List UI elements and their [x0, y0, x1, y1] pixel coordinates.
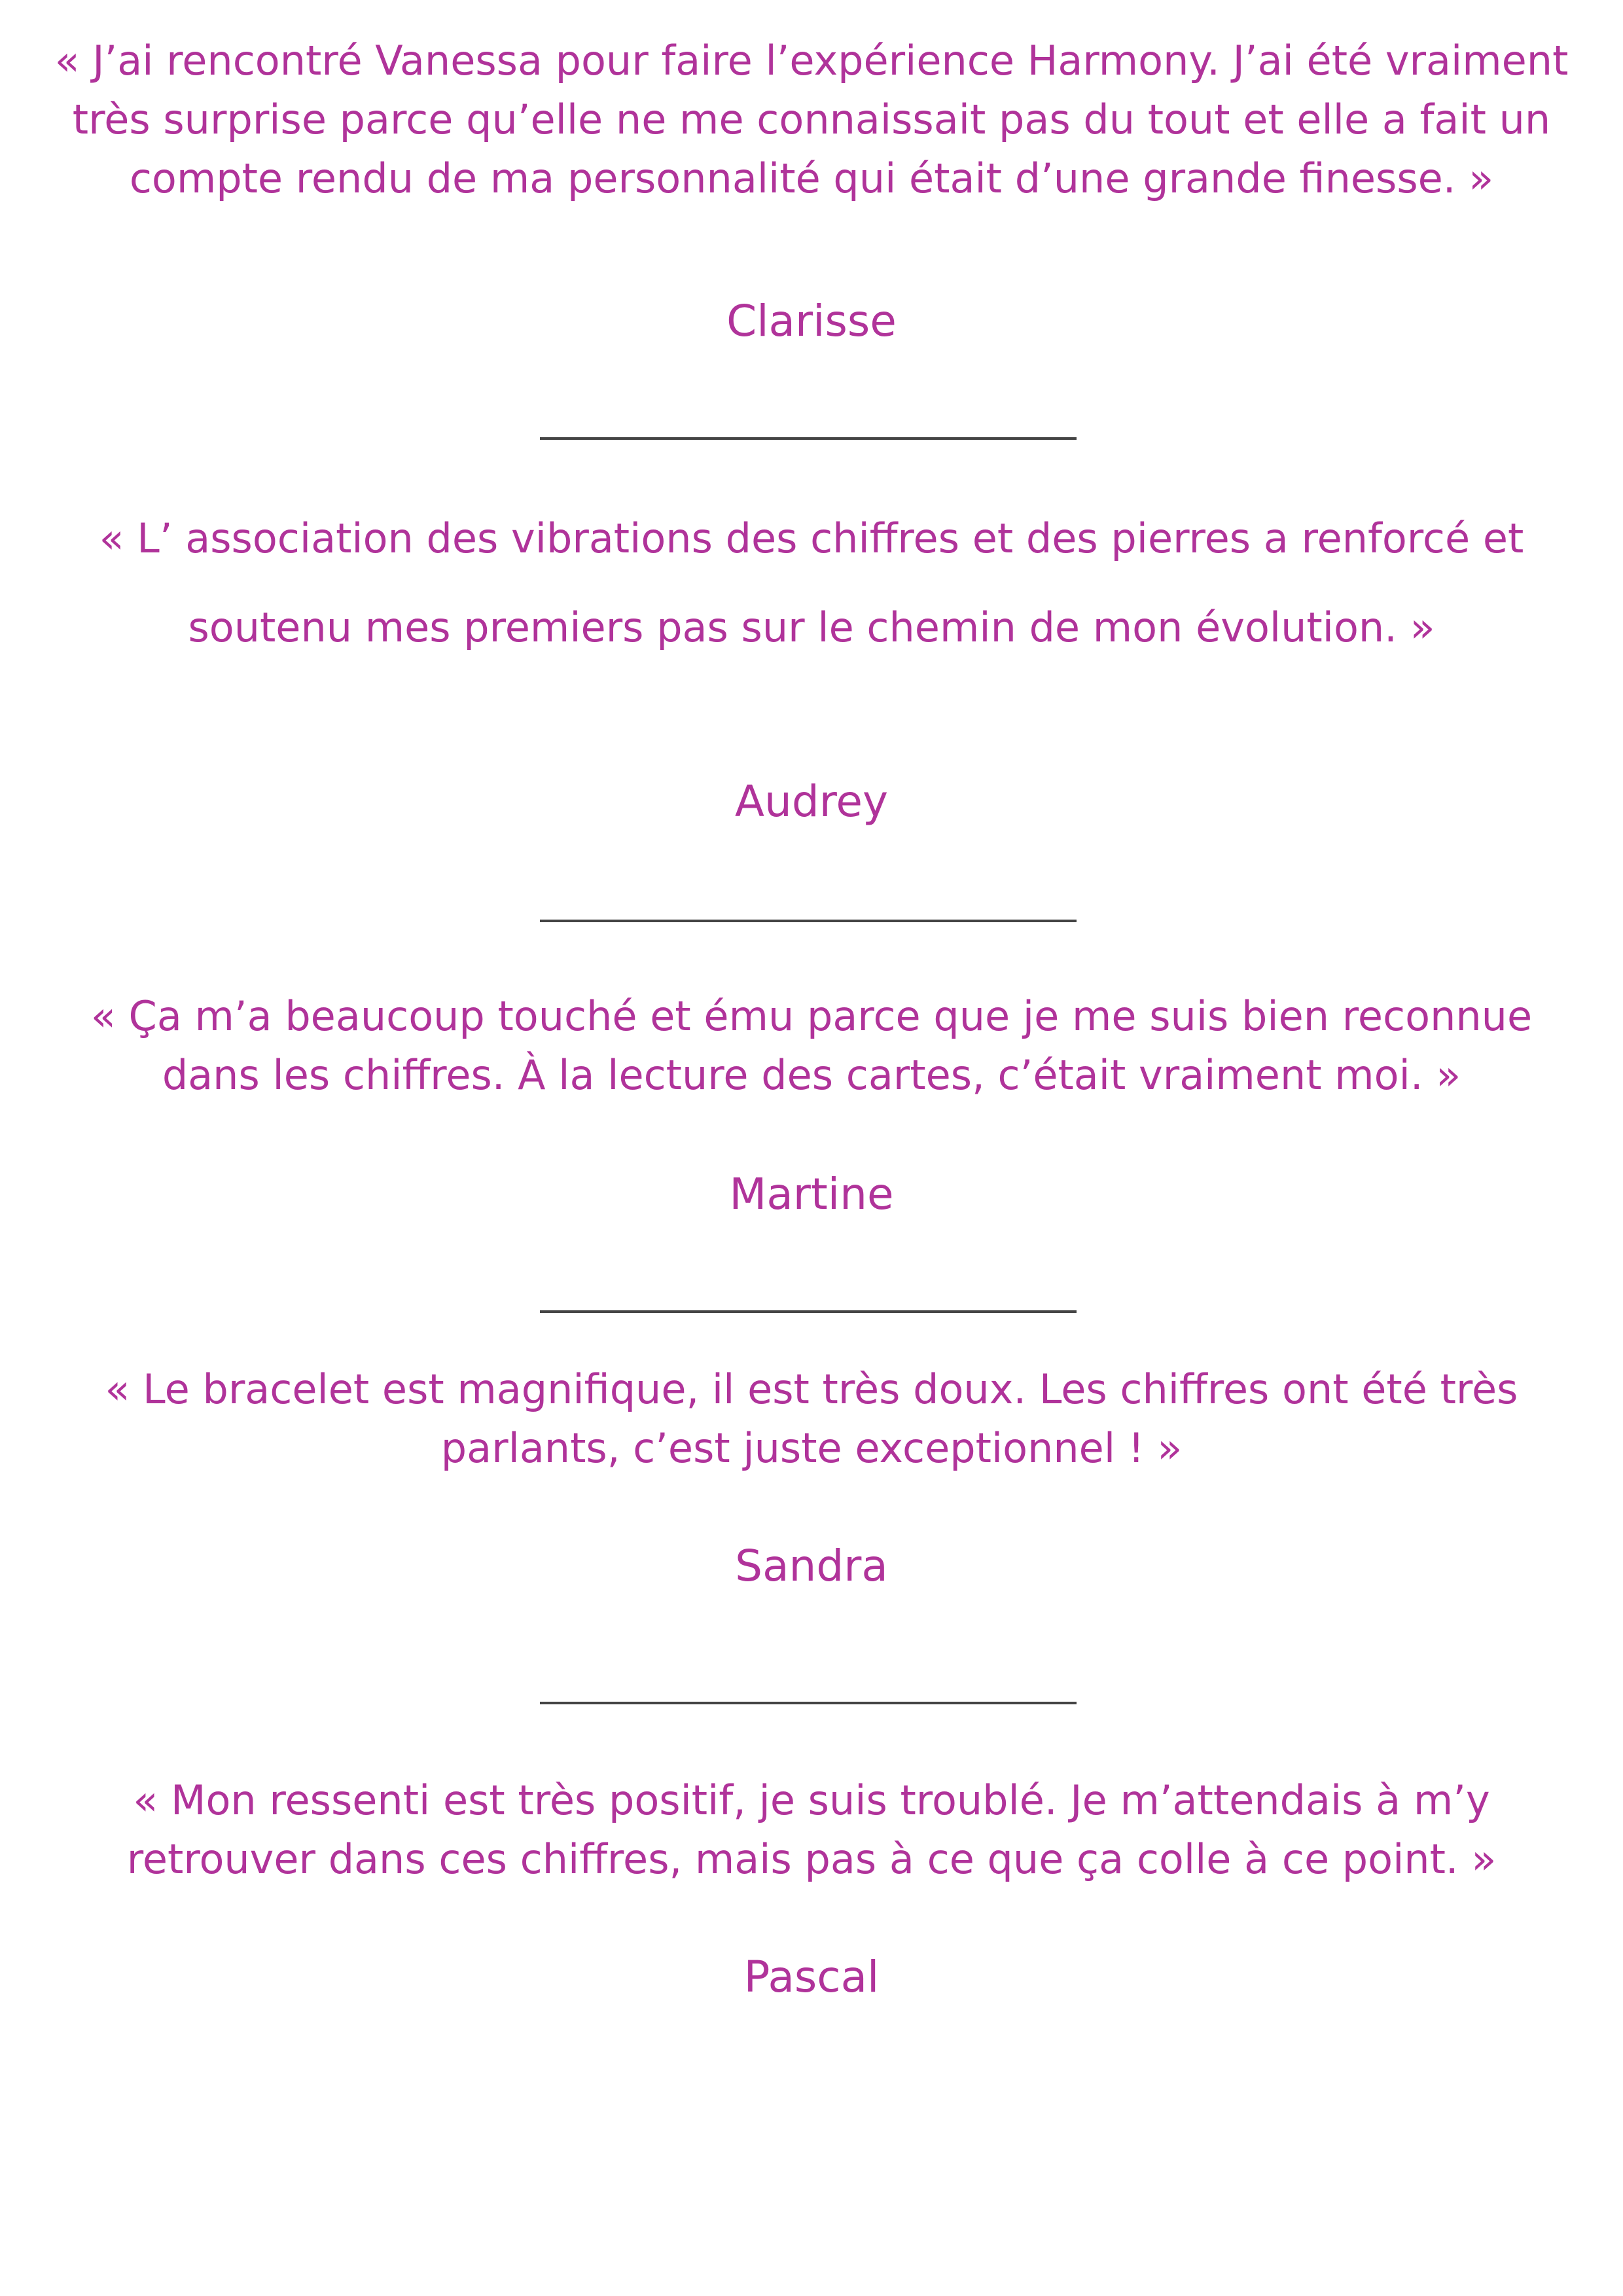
- testimonial-1-line-2: très surprise parce qu’elle ne me connaissait pas du tout et elle a fait un: [72, 96, 1551, 143]
- testimonial-1-line-3: compte rendu de ma personnalité qui était d’une grande finesse. »: [129, 154, 1494, 202]
- testimonial-1-line-1: « J’ai rencontré Vanessa pour faire l’expérience Harmony. J’ai été vraiment: [54, 37, 1569, 84]
- separator-1: [540, 437, 1077, 440]
- separator-4: [540, 1702, 1077, 1704]
- testimonial-2-line-2: soutenu mes premiers pas sur le chemin de mon évolution. »: [188, 603, 1435, 651]
- testimonial-5-line-1: « Mon ressenti est très positif, je suis troublé. Je m’attendais à m’y: [133, 1776, 1490, 1824]
- testimonial-4-author: Sandra: [735, 1541, 888, 1591]
- testimonial-3-author: Martine: [729, 1169, 894, 1219]
- separator-2: [540, 920, 1077, 922]
- testimonial-3-line-2: dans les chiffres. À la lecture des cartes, c’était vraiment moi. »: [162, 1051, 1461, 1099]
- testimonial-5-line-2: retrouver dans ces chiffres, mais pas à ce que ça colle à ce point. »: [126, 1835, 1497, 1883]
- testimonial-5-author: Pascal: [743, 1952, 880, 2002]
- testimonial-3-line-1: « Ça m’a beaucoup touché et ému parce que je me suis bien reconnue: [90, 992, 1533, 1040]
- testimonial-4-line-1: « Le bracelet est magnifique, il est très doux. Les chiffres ont été très: [105, 1365, 1518, 1413]
- testimonial-2-author: Audrey: [734, 776, 889, 827]
- testimonial-2-line-1: « L’ association des vibrations des chiffres et des pierres a renforcé et: [99, 514, 1524, 562]
- separator-3: [540, 1310, 1077, 1313]
- testimonial-1-author: Clarisse: [726, 296, 897, 346]
- testimonial-4-line-2: parlants, c’est juste exceptionnel ! »: [440, 1424, 1183, 1472]
